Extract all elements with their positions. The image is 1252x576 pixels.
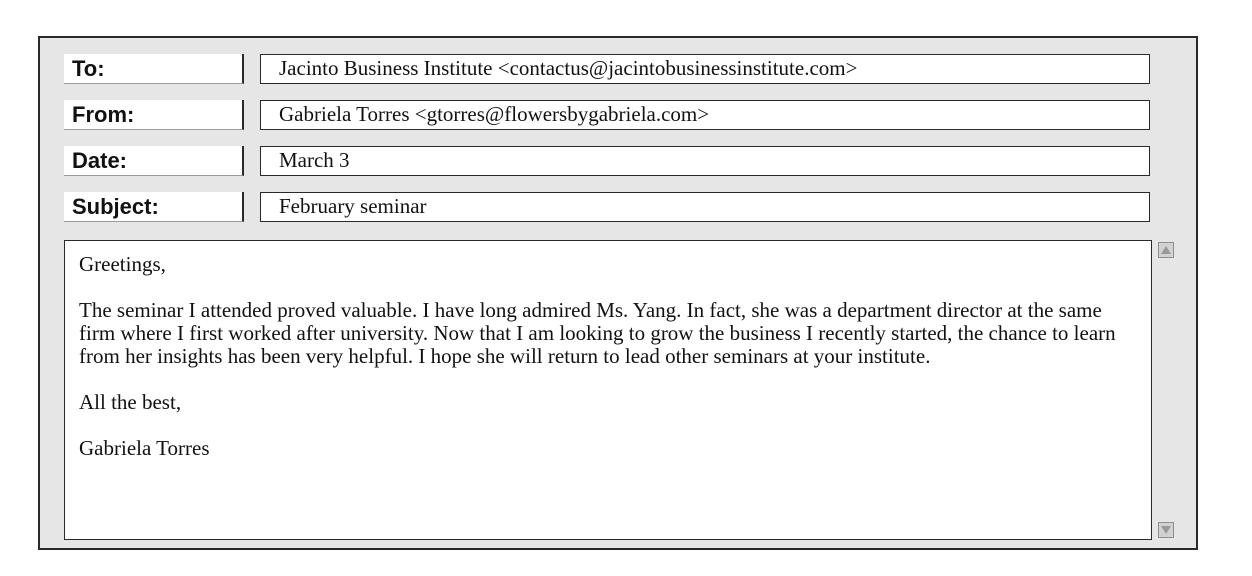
to-row xyxy=(64,54,1154,86)
email-window xyxy=(38,36,1198,550)
to-field[interactable]: Jacinto Business Institute <contactus@jacintobusinessinstitute.com> xyxy=(260,54,1150,84)
date-row xyxy=(64,146,1154,178)
message-body[interactable] xyxy=(64,240,1152,540)
scroll-up-button[interactable] xyxy=(1158,242,1174,258)
message-signature: Gabriela Torres xyxy=(79,436,210,460)
to-label: To: xyxy=(64,54,244,84)
from-field[interactable]: Gabriela Torres <gtorres@flowersbygabriela.com> xyxy=(260,100,1150,130)
subject-row xyxy=(64,192,1154,224)
subject-field[interactable]: February seminar xyxy=(260,192,1150,222)
message-closing: All the best, xyxy=(79,390,182,414)
date-field[interactable]: March 3 xyxy=(260,146,1150,176)
from-label: From: xyxy=(64,100,244,130)
triangle-down-icon xyxy=(1159,523,1173,537)
triangle-up-icon xyxy=(1159,243,1173,257)
date-label: Date: xyxy=(64,146,244,176)
subject-label: Subject: xyxy=(64,192,244,222)
message-paragraph: The seminar I attended proved valuable. I have long admired Ms. Yang. In fact, she was a department director at the same firm where I first worked after university. Now that I am looking to grow the business I recently started, the chance to learn from her insights has been very helpful. I hope she will return to lead other seminars at your institute. xyxy=(79,298,1116,368)
scroll-down-button[interactable] xyxy=(1158,522,1174,538)
from-row xyxy=(64,100,1154,132)
vertical-scrollbar[interactable] xyxy=(1154,240,1178,540)
message-greeting: Greetings, xyxy=(79,252,166,276)
